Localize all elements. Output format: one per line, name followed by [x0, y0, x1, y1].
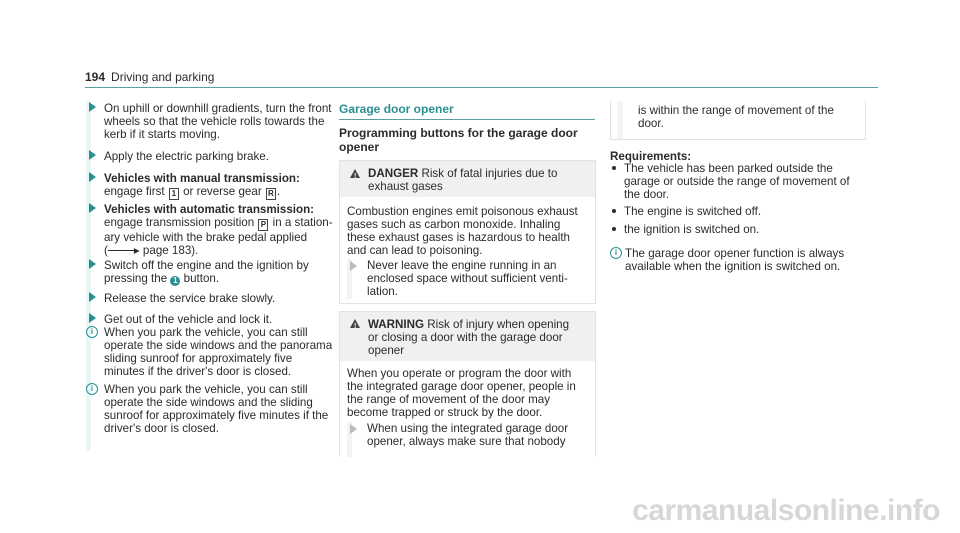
warning-triangle-icon: !	[350, 319, 360, 328]
step-3-text: Vehicles with manual transmission: engage first 1 or reverse gear R .	[104, 172, 300, 198]
info-icon: i	[610, 247, 622, 259]
warning-box-continued	[610, 101, 866, 140]
step-arrow-icon	[89, 150, 96, 160]
list-item: The engine is switched off.	[610, 205, 850, 218]
info-icon: i	[86, 326, 98, 338]
page-number: 194	[85, 70, 106, 84]
info-icon: i	[86, 383, 98, 395]
subsection-title: Programming buttons for the garage door opener	[339, 126, 578, 154]
step-arrow-icon	[89, 203, 96, 213]
section-divider	[339, 119, 595, 120]
step-7-text: Get out of the vehicle and lock it.	[104, 313, 273, 326]
step-arrow-icon	[89, 102, 96, 112]
section-title: Garage door opener	[339, 102, 454, 116]
reverse-gear-key-icon: R	[266, 188, 276, 200]
note-2-text: When you park the vehicle, you can still operate the side windows and the sliding sunroof for approximately five minutes if the driver's door is closed.	[104, 383, 329, 435]
step-arrow-icon	[89, 292, 96, 302]
warning-box	[339, 311, 596, 457]
warning-triangle-icon: !	[350, 169, 360, 178]
step-arrow-icon	[89, 172, 96, 182]
note-1-text: When you park the vehicle, you can still operate the side windows and the panorama sliding sunroof for approximately five minutes if the driver's door is closed.	[104, 326, 333, 378]
step-4-text: Vehicles with automatic transmission: engage transmission position P in a station- ary vehicle with the brake pedal applied ( ▸ page 183).	[104, 203, 333, 257]
step-arrow-icon	[89, 313, 96, 323]
requirements-list	[610, 162, 850, 236]
list-item: The vehicle has been parked outside the garage or outside the range of movement of the door.	[610, 162, 850, 201]
note-text: The garage door opener function is always available when the ignition is switched on.	[625, 247, 845, 273]
warning-action: When using the integrated garage door opener, always make sure that nobody	[367, 422, 569, 448]
danger-box	[339, 160, 596, 304]
warning-action-continued: is within the range of movement of the door.	[638, 104, 834, 130]
list-item: the ignition is switched on.	[610, 223, 850, 236]
step-arrow-icon	[350, 424, 357, 434]
step-arrow-icon	[89, 259, 96, 269]
step-6-text: Release the service brake slowly.	[104, 292, 276, 305]
step-arrow-icon	[350, 261, 357, 271]
page-header	[85, 71, 878, 88]
danger-action: Never leave the engine running in an enclosed space without sufficient venti- lation.	[367, 259, 568, 298]
button-number-icon: 1	[170, 276, 180, 286]
warning-body: When you operate or program the door with the integrated garage door opener, people in the range of movement of the door may become trapped or struck by the door.	[347, 367, 576, 419]
page-reference-arrow-icon	[108, 250, 134, 251]
step-5-text: Switch off the engine and the ignition by pressing the 1 button.	[104, 259, 309, 285]
page-title: Driving and parking	[111, 70, 215, 84]
watermark: carmanualsonline.info	[632, 494, 940, 527]
step-1-text: On uphill or downhill gradients, turn the front wheels so that the vehicle rolls towards the kerb if it starts moving.	[104, 102, 332, 141]
park-position-key-icon: P	[258, 219, 268, 231]
danger-body: Combustion engines emit poisonous exhaust gases such as carbon monoxide. Inhaling these exhaust gases is hazardous to health and can lead to poisoning.	[347, 205, 578, 257]
danger-heading: DANGER Risk of fatal injuries due to exhaust gases	[368, 167, 558, 193]
requirements-title: Requirements:	[610, 150, 692, 163]
gear-1-key-icon: 1	[169, 188, 179, 200]
warning-heading: WARNING Risk of injury when opening or closing a door with the garage door opener	[368, 318, 570, 357]
step-2-text: Apply the electric parking brake.	[104, 150, 269, 163]
